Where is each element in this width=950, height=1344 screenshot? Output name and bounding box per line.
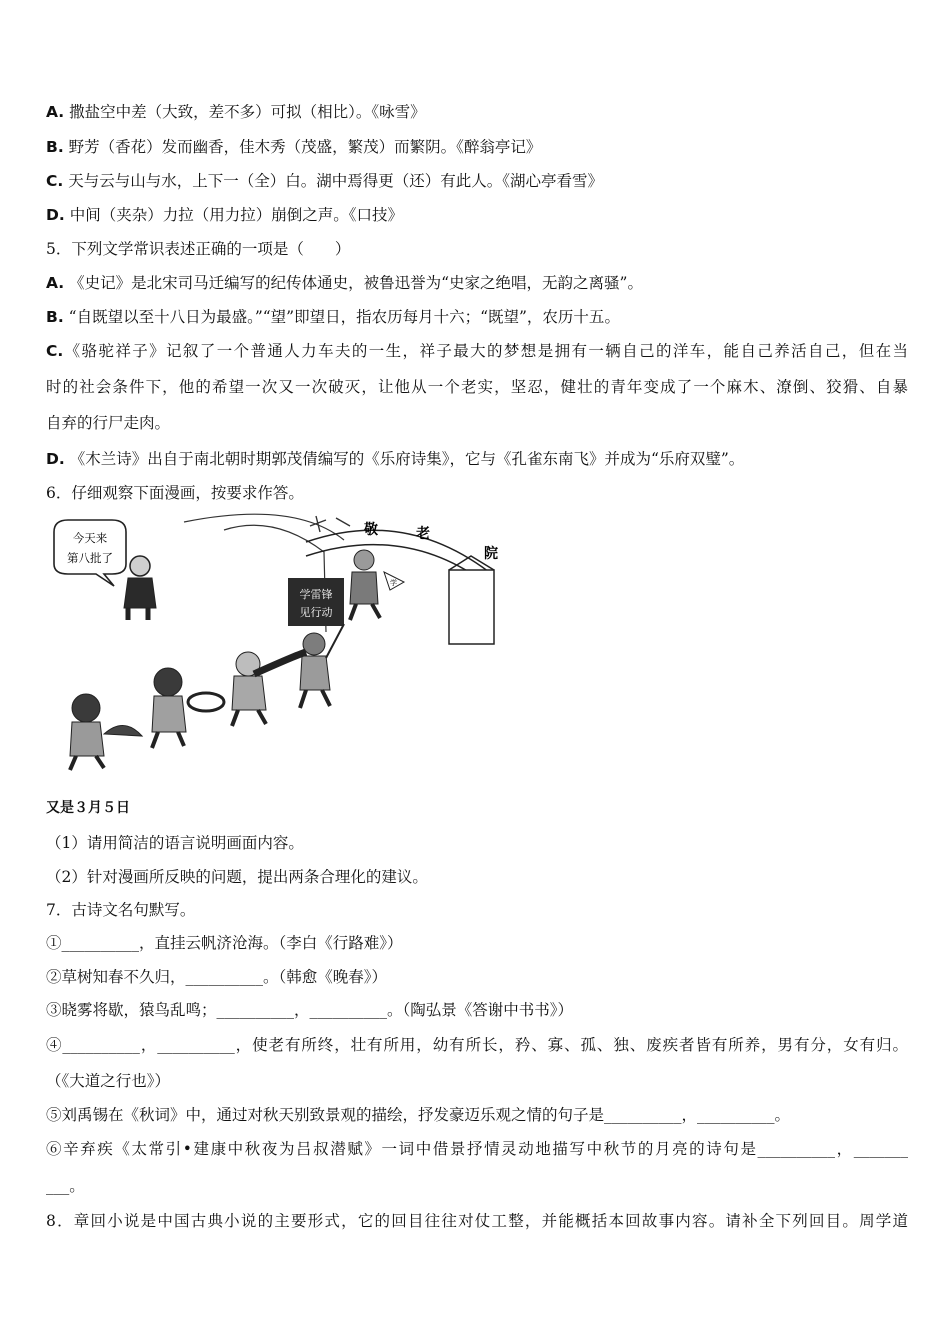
option-letter: A. [46, 103, 65, 121]
option-text: 撒盐空中差（大致，差不多）可拟（相比）。《咏雪》 [69, 103, 426, 121]
option-text: 中间（夹杂）力拉（用力拉）崩倒之声。《口技》 [69, 206, 403, 224]
option-letter: D. [46, 450, 65, 468]
arch-char-3: 院 [484, 546, 498, 562]
bubble-text-line1: 今天来 [72, 531, 108, 545]
option-letter: C. [46, 172, 64, 190]
q5-option-d [46, 449, 908, 469]
child-figure-3 [152, 668, 224, 748]
option-text: 野芳（香花）发而幽香，佳木秀（茂盛，繁茂）而繁阴。《醉翁亭记》 [68, 138, 542, 156]
q5-stem: 5．下列文学常识表述正确的一项是（ ） [46, 240, 351, 258]
flag-text: 学 [390, 579, 397, 587]
q4-option-a [46, 102, 908, 122]
option-text: 《骆驼祥子》记叙了一个普通人力车夫的一生，祥子最大的梦想是拥有一辆自己的洋车，能自己养活自己，但在当 [63, 342, 908, 360]
q4-option-d [46, 205, 908, 225]
banner-text-line1: 学雷锋 [299, 588, 333, 601]
option-letter: B. [46, 308, 64, 326]
comic-illustration [44, 512, 500, 776]
option-text: 《木兰诗》出自于南北朝时期郭茂倩编写的《乐府诗集》，它与《孔雀东南飞》并成为“乐府双璧”。 [69, 450, 745, 468]
q4-option-c [46, 171, 908, 191]
q7-item6-line1: ⑥辛弃疾《太常引•建康中秋夜为吕叔潜赋》一词中借景抒情灵动地描写中秋节的月亮的诗句是__________，_______ [46, 1140, 908, 1158]
option-letter: D. [46, 206, 65, 224]
q8-stem: 8．章回小说是中国古典小说的主要形式，它的回目往往对仗工整，并能概括本回故事内容。请补全下列回目。周学道 [46, 1212, 908, 1230]
q6-stem: 6．仔细观察下面漫画，按要求作答。 [46, 484, 304, 502]
q7-item1: ①__________，直挂云帆济沧海。（李白《行路难》） [46, 934, 403, 952]
q5-option-c-line3: 自弃的行尸走肉。 [46, 414, 171, 432]
q7-item4-line1: ④__________，__________，使老有所终，壮有所用，幼有所长，矜、寡、孤、独、废疾者皆有所养，男有分，女有归。 [46, 1036, 908, 1054]
bubble-text-line2: 第八批了 [67, 551, 113, 565]
option-letter: A. [46, 274, 65, 292]
speech-bubble [54, 520, 126, 586]
option-text: “自既望以至十八日为最盛。”“望”即望日，指农历每月十六；“既望”，农历十五。 [68, 308, 620, 326]
elderly-person-figure [124, 556, 156, 620]
arch-char-2: 老 [416, 526, 430, 542]
option-text: 《史记》是北宋司马迁编写的纪传体通史，被鲁迅誉为“史家之绝唱，无韵之离骚”。 [69, 274, 643, 292]
q6-sub2: （2）针对漫画所反映的问题，提出两条合理化的建议。 [46, 868, 428, 886]
volunteer-banner [288, 578, 344, 626]
q5-option-b [46, 307, 908, 327]
comic-caption: 又是３月５日 [46, 800, 130, 816]
child-figure-4 [70, 694, 142, 770]
q7-item2: ②草树知春不久归，__________。（韩愈《晚春》） [46, 968, 388, 986]
flag-carrier-figure [350, 550, 404, 620]
q7-stem: 7．古诗文名句默写。 [46, 901, 196, 919]
q6-sub1: （1）请用简洁的语言说明画面内容。 [46, 834, 304, 852]
arch-char-1: 敬 [364, 522, 378, 538]
q7-item5: ⑤刘禹锡在《秋词》中，通过对秋天别致景观的描绘，抒发豪迈乐观之情的句子是__________，__________。 [46, 1106, 791, 1124]
q5-option-c-line1 [46, 341, 908, 361]
banner-text-line2: 见行动 [299, 606, 333, 619]
child-figure-2 [232, 652, 306, 726]
q7-item6-line2: ___。 [46, 1177, 85, 1195]
q4-option-b [46, 137, 908, 157]
option-text: 天与云与山与水，上下一（全）白。湖中焉得更（还）有此人。《湖心亭看雪》 [68, 172, 603, 190]
q7-item3: ③晓雾将歇，猿鸟乱鸣；__________，__________。（陶弘景《答谢中书书》） [46, 1001, 574, 1019]
option-letter: C. [46, 342, 64, 360]
q5-option-a [46, 273, 908, 293]
q7-item4-line2: （《大道之行也》） [46, 1072, 171, 1090]
child-figure-1 [300, 624, 344, 708]
q5-option-c-line2: 时的社会条件下，他的希望一次又一次破灭，让他从一个老实，坚忍，健壮的青年变成了一个麻木、潦倒、狡猾、自暴 [46, 378, 908, 396]
option-letter: B. [46, 138, 64, 156]
